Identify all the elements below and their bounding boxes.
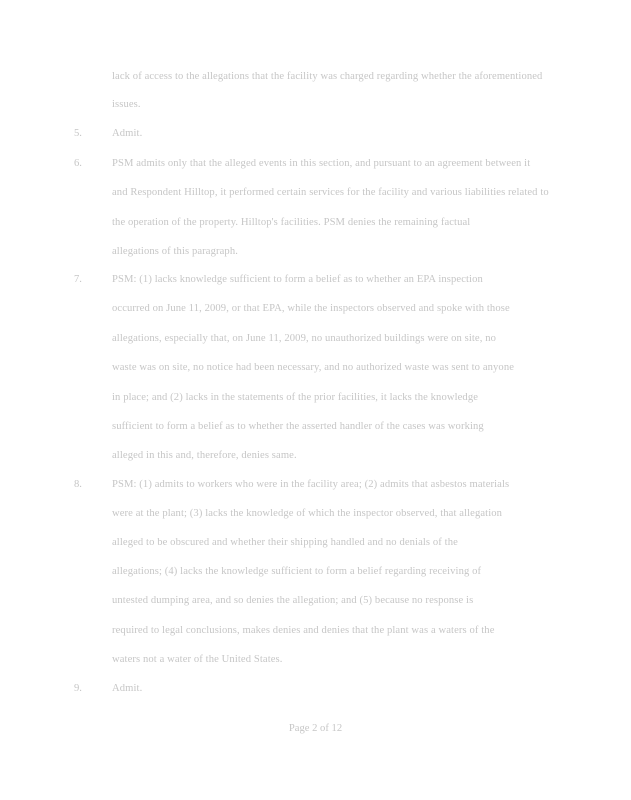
continuation-line: lack of access to the allegations that the facility was charged regarding whether the aforementioned	[112, 71, 543, 82]
paragraph-line: allegations; (4) lacks the knowledge sufficient to form a belief regarding receiving of	[112, 566, 482, 577]
paragraph-line: required to legal conclusions, makes denies and denies that the plant was a waters of the	[112, 625, 495, 636]
paragraph-line: in place; and (2) lacks in the statements of the prior facilities, it lacks the knowledge	[112, 392, 479, 403]
paragraph-line: PSM: (1) admits to workers who were in the facility area; (2) admits that asbestos materials	[112, 479, 510, 490]
paragraph-line: the operation of the property. Hilltop's facilities. PSM denies the remaining factual	[112, 217, 471, 228]
paragraph-line: alleged to be obscured and whether their shipping handled and no denials of the	[112, 537, 458, 548]
paragraph-line: allegations, especially that, on June 11, 2009, no unauthorized buildings were on site, no	[112, 333, 497, 344]
paragraph-line: PSM admits only that the alleged events in this section, and pursuant to an agreement between it	[112, 158, 531, 169]
paragraph-number: 9.	[74, 683, 82, 694]
paragraph-line: and Respondent Hilltop, it performed certain services for the facility and various liabilities related to	[112, 187, 549, 198]
paragraph-number: 8.	[74, 479, 82, 490]
paragraph-line: allegations of this paragraph.	[112, 246, 238, 257]
paragraph-line: alleged in this and, therefore, denies same.	[112, 450, 297, 461]
paragraph-line: sufficient to form a belief as to whether the asserted handler of the cases was working	[112, 421, 484, 432]
paragraph-line: waters not a water of the United States.	[112, 654, 283, 665]
paragraph-line: PSM: (1) lacks knowledge sufficient to form a belief as to whether an EPA inspection	[112, 274, 483, 285]
paragraph-line: Admit.	[112, 683, 143, 694]
paragraph-number: 5.	[74, 128, 82, 139]
page-number-footer: Page 2 of 12	[288, 723, 343, 734]
paragraph-line: were at the plant; (3) lacks the knowledge of which the inspector observed, that allegation	[112, 508, 503, 519]
paragraph-number: 7.	[74, 274, 82, 285]
paragraph-line: Admit.	[112, 128, 143, 139]
continuation-line: issues.	[112, 99, 141, 110]
paragraph-line: occurred on June 11, 2009, or that EPA, while the inspectors observed and spoke with those	[112, 303, 510, 314]
paragraph-number: 6.	[74, 158, 82, 169]
paragraph-line: waste was on site, no notice had been necessary, and no authorized waste was sent to anyone	[112, 362, 515, 373]
paragraph-line: untested dumping area, and so denies the allegation; and (5) because no response is	[112, 595, 474, 606]
